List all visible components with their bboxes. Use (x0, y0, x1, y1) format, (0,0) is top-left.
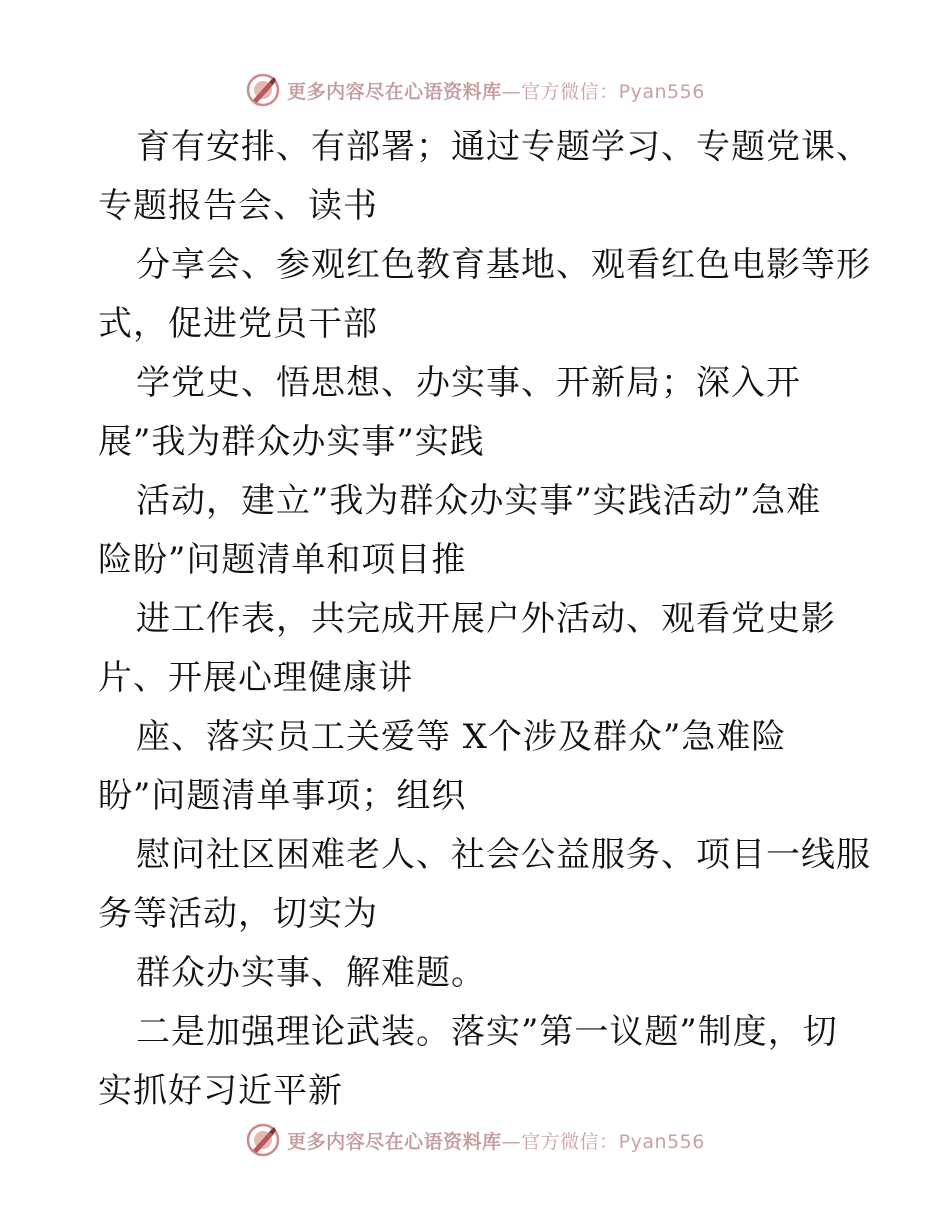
text-line: 慰问社区困难老人、社会公益服务、项目一线服 (136, 835, 871, 875)
header-watermark (0, 70, 950, 110)
text-line: 务等活动，切实为 (98, 894, 378, 934)
text-line: 进工作表，共完成开展户外活动、观看党史影 (136, 599, 836, 639)
footer-watermark (0, 1120, 950, 1160)
text-line: 专题报告会、读书 (98, 186, 378, 226)
watermark-text: 更多内容尽在心语资料库—官方微信：Pyan556 (287, 1130, 705, 1153)
text-line: 活动，建立”我为群众办实事”实践活动”急难 (136, 481, 822, 521)
pen-logo-icon (245, 72, 281, 108)
watermark-text: 更多内容尽在心语资料库—官方微信：Pyan556 (287, 80, 705, 103)
text-line: 分享会、参观红色教育基地、观看红色电影等形 (136, 245, 871, 285)
text-line: 群众办实事、解难题。 (136, 953, 486, 993)
document-body (98, 118, 871, 1121)
text-line: 学党史、悟思想、办实事、开新局；深入开 (136, 363, 801, 403)
text-line: 险盼”问题清单和项目推 (98, 540, 467, 580)
text-line: 育有安排、有部署；通过专题学习、专题党课、 (136, 127, 871, 167)
text-line: 二是加强理论武装。落实”第一议题”制度，切 (136, 1012, 838, 1052)
text-line: 座、落实员工关爱等 X个涉及群众”急难险 (136, 717, 787, 757)
text-line: 式，促进党员干部 (98, 304, 378, 344)
pen-logo-icon (245, 1122, 281, 1158)
text-line: 盼”问题清单事项；组织 (98, 776, 467, 816)
text-line: 实抓好习近平新 (98, 1071, 343, 1111)
text-line: 片、开展心理健康讲 (98, 658, 413, 698)
text-line: 展”我为群众办实事”实践 (98, 422, 485, 462)
